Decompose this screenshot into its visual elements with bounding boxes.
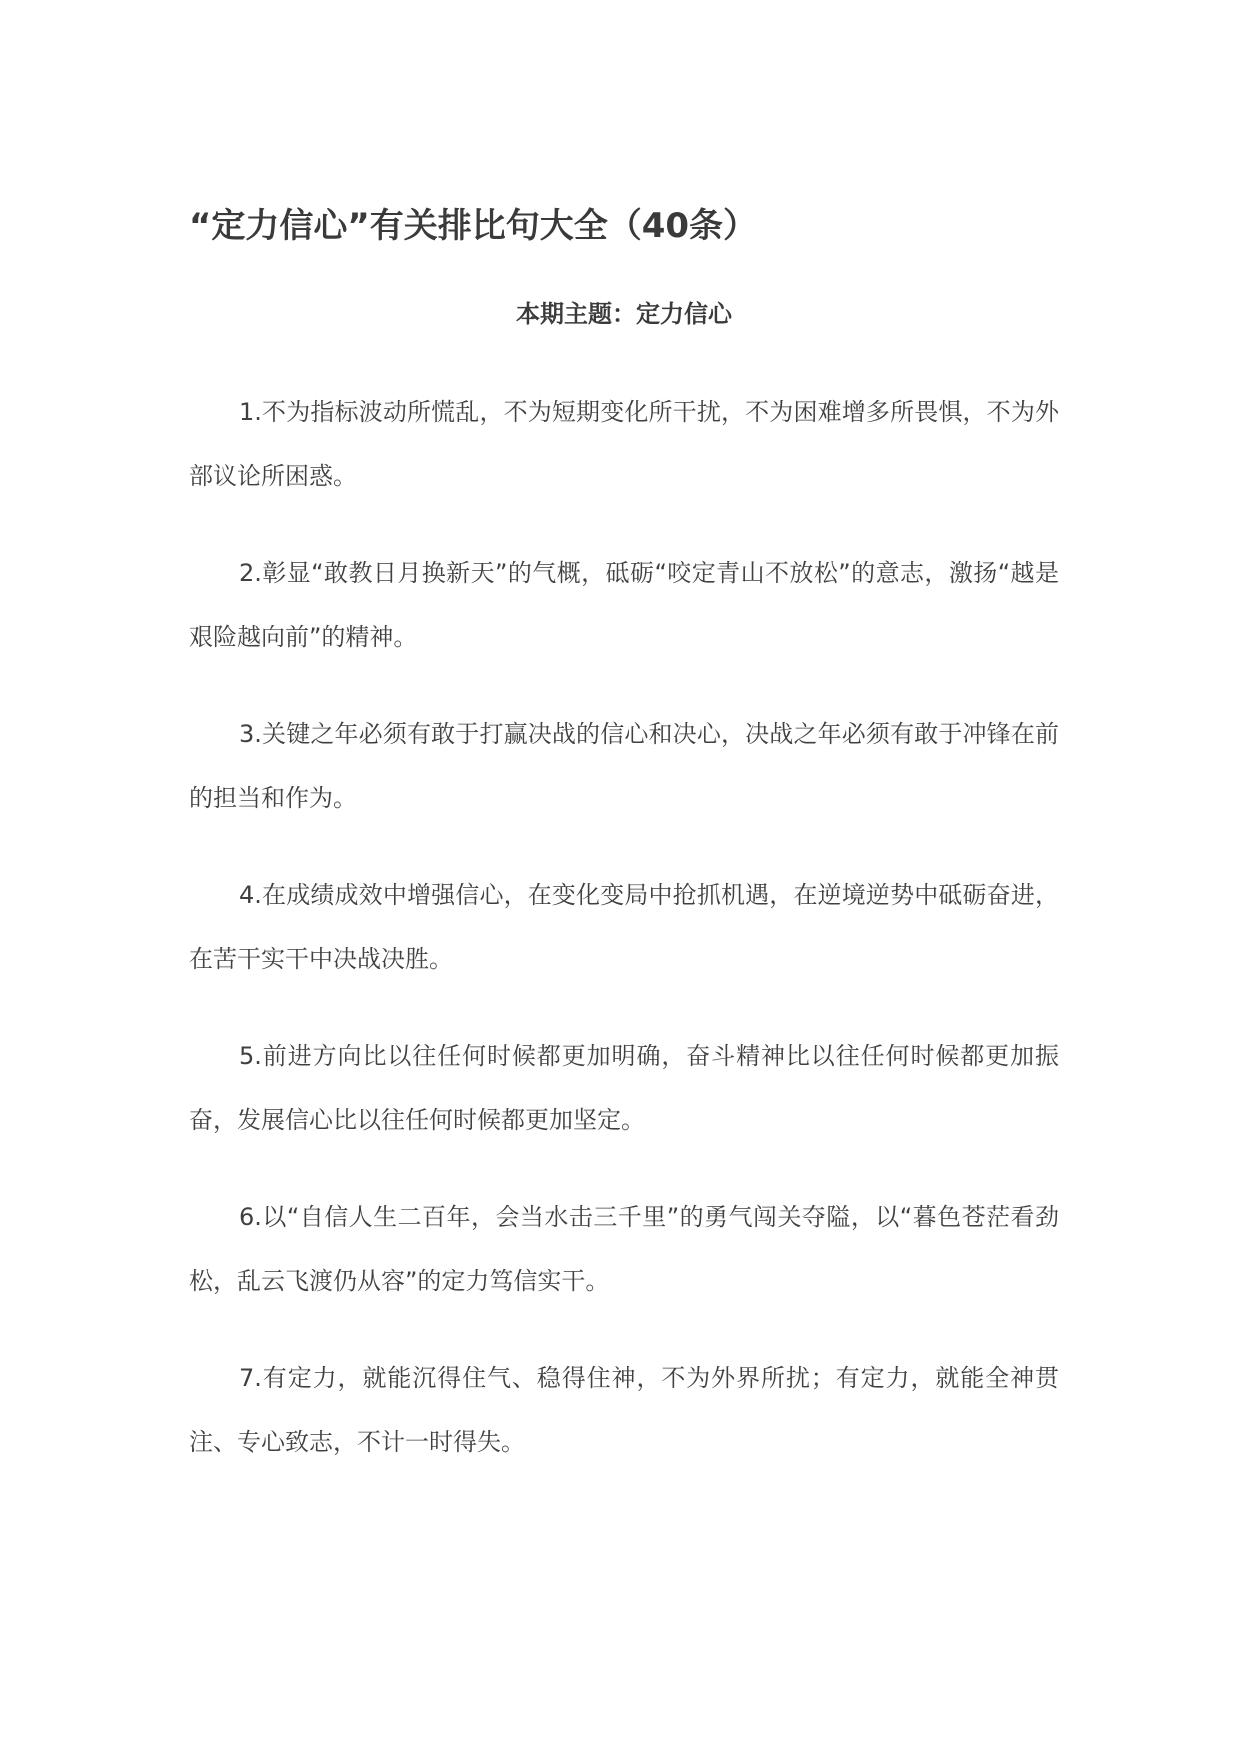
item-list [189,380,1059,1474]
list-item: 4.在成绩成效中增强信心，在变化变局中抢抓机遇，在逆境逆势中砥砺奋进，在苦干实干中决战决胜。 [189,881,1059,973]
list-item: 1.不为指标波动所慌乱，不为短期变化所干扰，不为困难增多所畏惧，不为外部议论所困惑。 [189,398,1059,490]
list-item: 3.关键之年必须有敢于打赢决战的信心和决心，决战之年必须有敢于冲锋在前的担当和作为。 [189,720,1059,812]
document-title: “定力信心”有关排比句大全（40条） [189,206,758,246]
list-item: 7.有定力，就能沉得住气、稳得住神，不为外界所扰；有定力，就能全神贯注、专心致志，不计一时得失。 [189,1364,1059,1456]
list-item: 5.前进方向比以往任何时候都更加明确，奋斗精神比以往任何时候都更加振奋，发展信心比以往任何时候都更加坚定。 [189,1042,1059,1134]
list-item: 2.彰显“敢教日月换新天”的气概，砥砺“咬定青山不放松”的意志，激扬“越是艰险越向前”的精神。 [189,559,1059,651]
document-subtitle: 本期主题：定力信心 [516,300,732,328]
list-item: 6.以“自信人生二百年，会当水击三千里”的勇气闯关夺隘，以“暮色苍茫看劲松，乱云飞渡仍从容”的定力笃信实干。 [189,1203,1059,1295]
document-page [189,200,1059,1507]
